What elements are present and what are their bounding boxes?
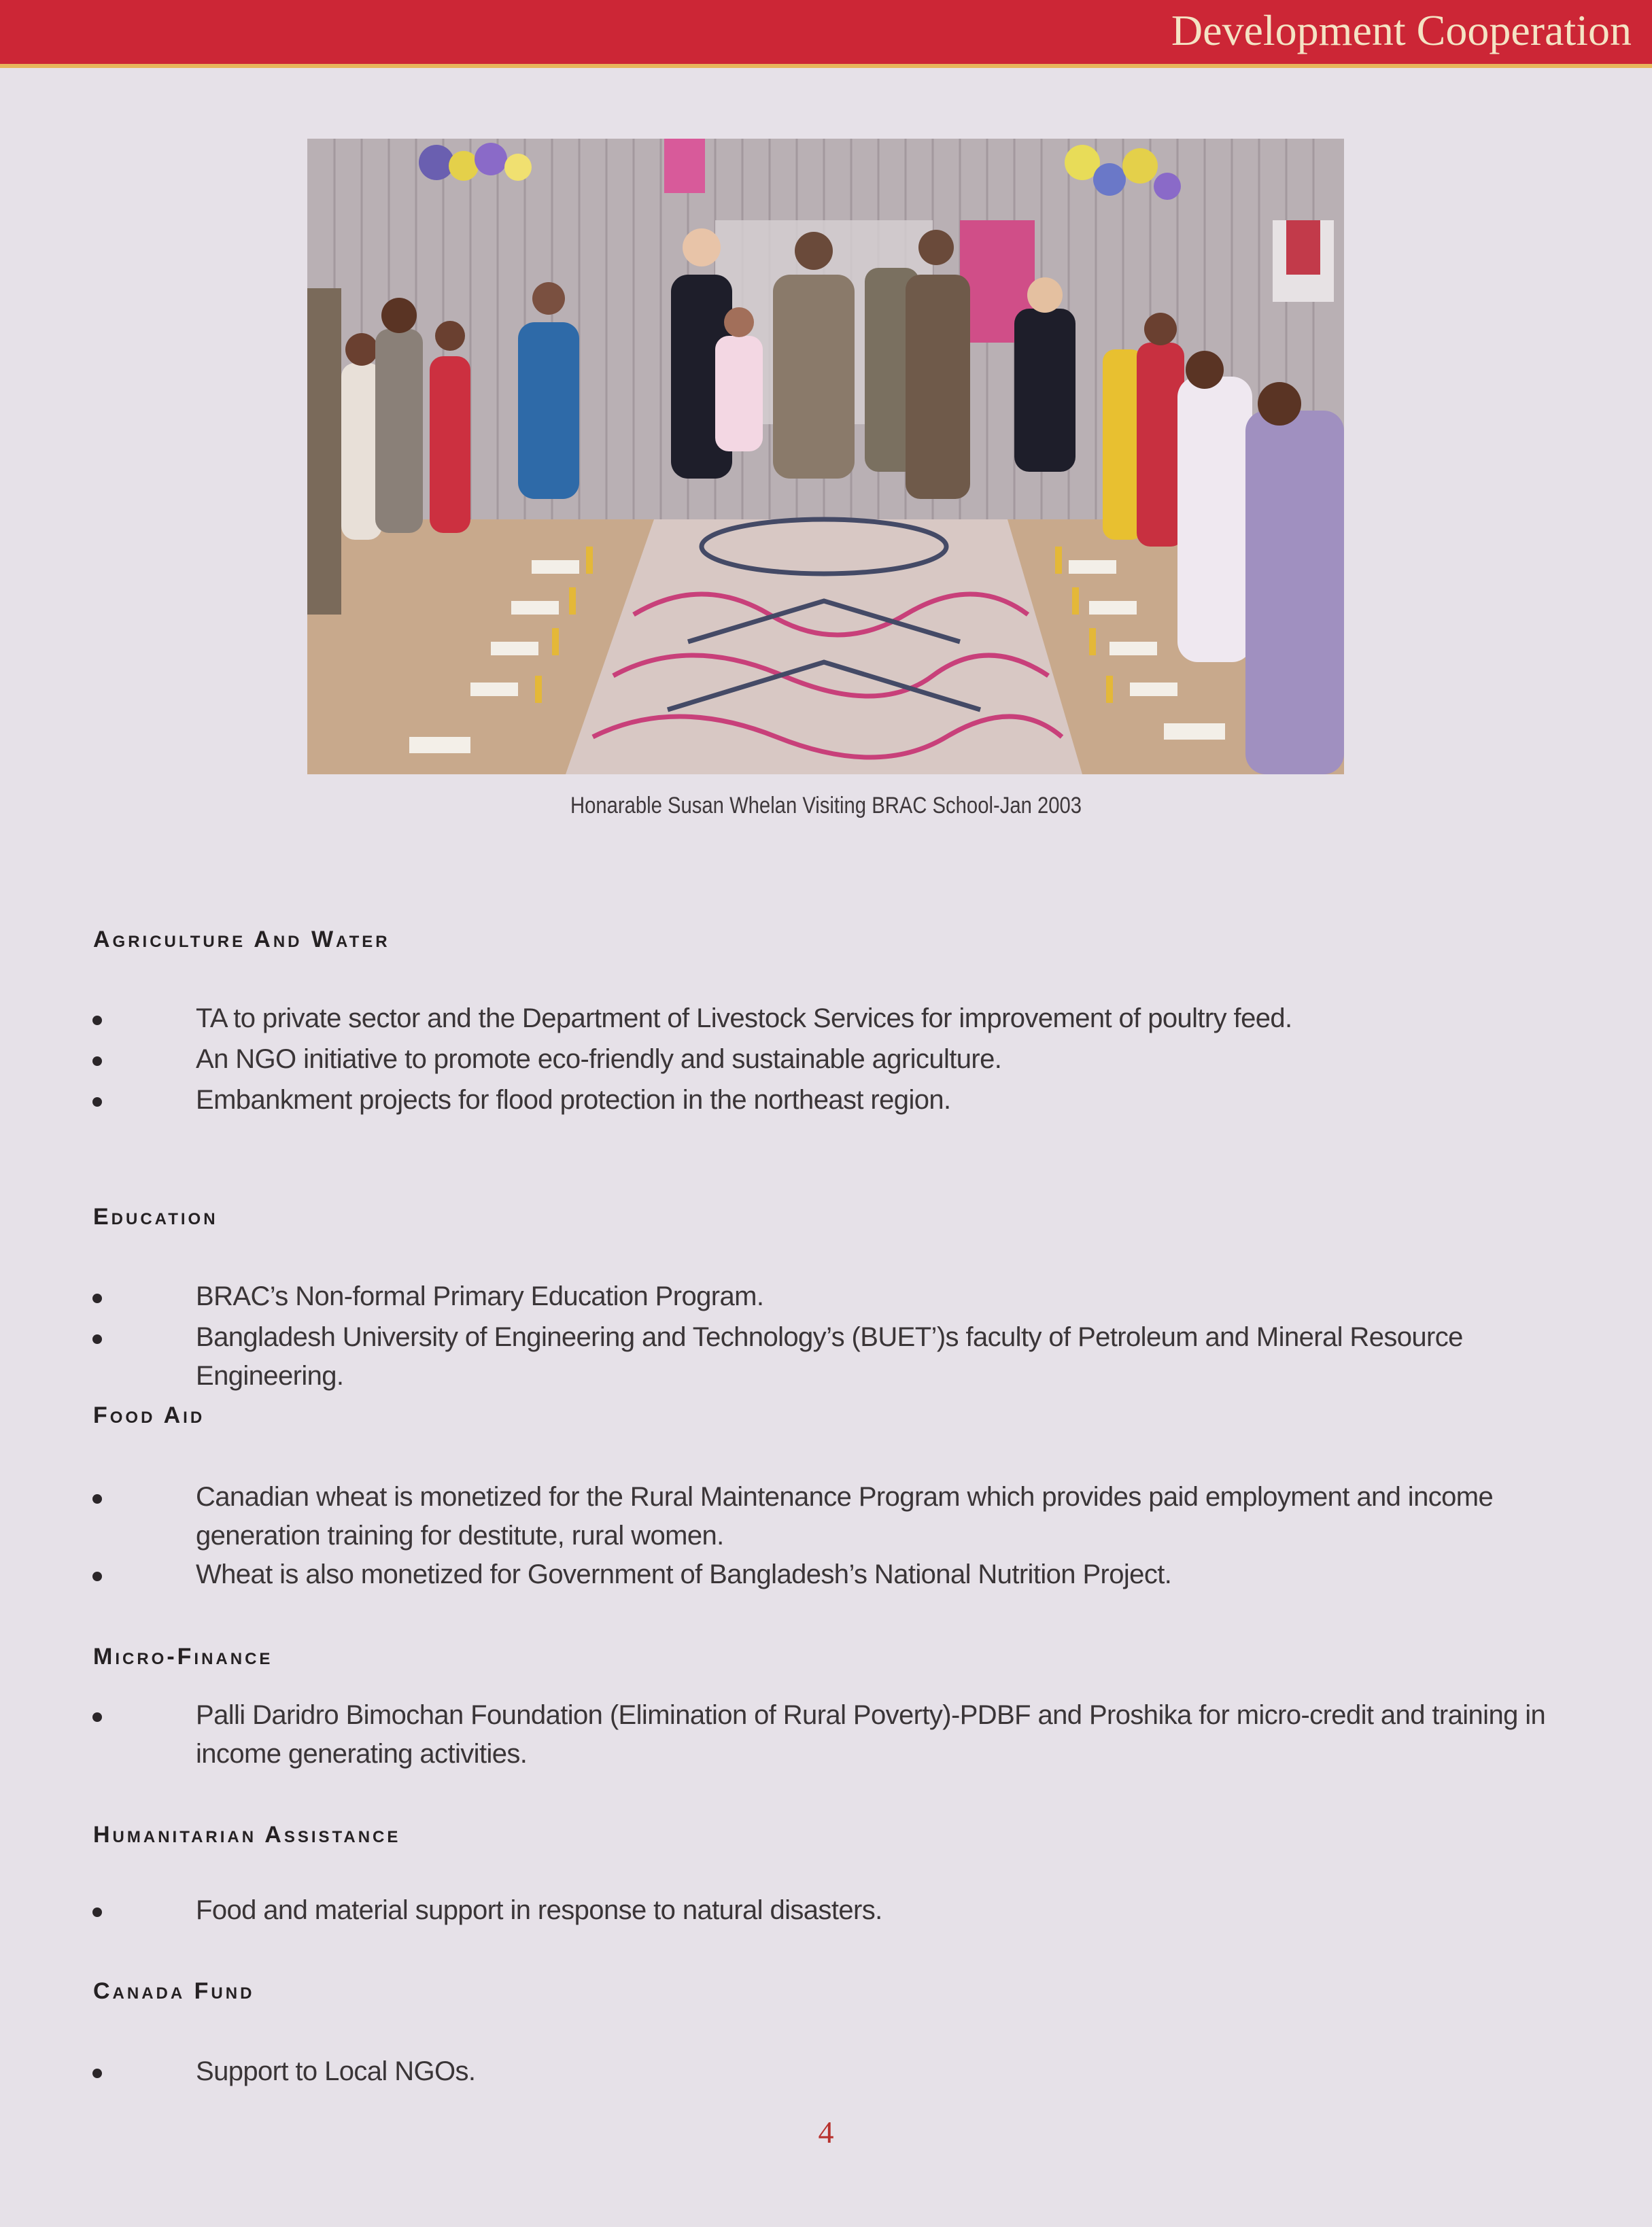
education-list xyxy=(88,1277,1570,1396)
bullet-icon xyxy=(92,1572,102,1581)
bullet-icon xyxy=(92,1016,102,1025)
list-item: TA to private sector and the Department of Livestock Services for improvement of poultry feed. xyxy=(88,999,1570,1038)
bullet-icon xyxy=(92,2069,102,2078)
list-item: Embankment projects for flood protection in the northeast region. xyxy=(88,1081,1570,1120)
agriculture-list xyxy=(88,999,1570,1120)
page-number: 4 xyxy=(818,2115,834,2150)
list-item: Palli Daridro Bimochan Foundation (Elimination of Rural Poverty)-PDBF and Proshika for micro-credit and training in income generating activities. xyxy=(88,1696,1570,1774)
list-item: Food and material support in response to natural disasters. xyxy=(88,1891,1570,1930)
food-aid-list xyxy=(88,1478,1570,1594)
list-item: Wheat is also monetized for Government of Bangladesh’s National Nutrition Project. xyxy=(88,1555,1570,1594)
header-band xyxy=(0,0,1652,68)
header-title: Development Cooperation xyxy=(1171,6,1632,54)
photo-caption: Honarable Susan Whelan Visiting BRAC School-Jan 2003 xyxy=(570,793,1082,818)
list-item: Support to Local NGOs. xyxy=(88,2052,1570,2091)
section-heading-agriculture: Agriculture And Water xyxy=(93,927,390,952)
list-item: Canadian wheat is monetized for the Rural Maintenance Program which provides paid employment and income generation training for destitute, rural women. xyxy=(88,1478,1570,1555)
section-heading-education: Education xyxy=(93,1204,218,1230)
bullet-icon xyxy=(92,1494,102,1504)
bullet-icon xyxy=(92,1334,102,1344)
list-item: An NGO initiative to promote eco-friendly and sustainable agriculture. xyxy=(88,1040,1570,1079)
humanitarian-list xyxy=(88,1891,1570,1930)
section-heading-micro-finance: Micro-Finance xyxy=(93,1644,273,1670)
micro-finance-list xyxy=(88,1696,1570,1774)
bullet-icon xyxy=(92,1056,102,1066)
bullet-icon xyxy=(92,1907,102,1917)
school-visit-photo xyxy=(307,139,1344,774)
bullet-icon xyxy=(92,1097,102,1107)
bullet-icon xyxy=(92,1294,102,1303)
list-item: BRAC’s Non-formal Primary Education Program. xyxy=(88,1277,1570,1316)
list-item: Bangladesh University of Engineering and Technology’s (BUET’)s faculty of Petroleum and Mineral Resource Engineering. xyxy=(88,1318,1570,1396)
bullet-icon xyxy=(92,1712,102,1722)
canada-fund-list xyxy=(88,2052,1570,2091)
section-heading-food-aid: Food Aid xyxy=(93,1402,205,1428)
section-heading-canada-fund: Canada Fund xyxy=(93,1978,255,2004)
section-heading-humanitarian: Humanitarian Assistance xyxy=(93,1822,401,1848)
